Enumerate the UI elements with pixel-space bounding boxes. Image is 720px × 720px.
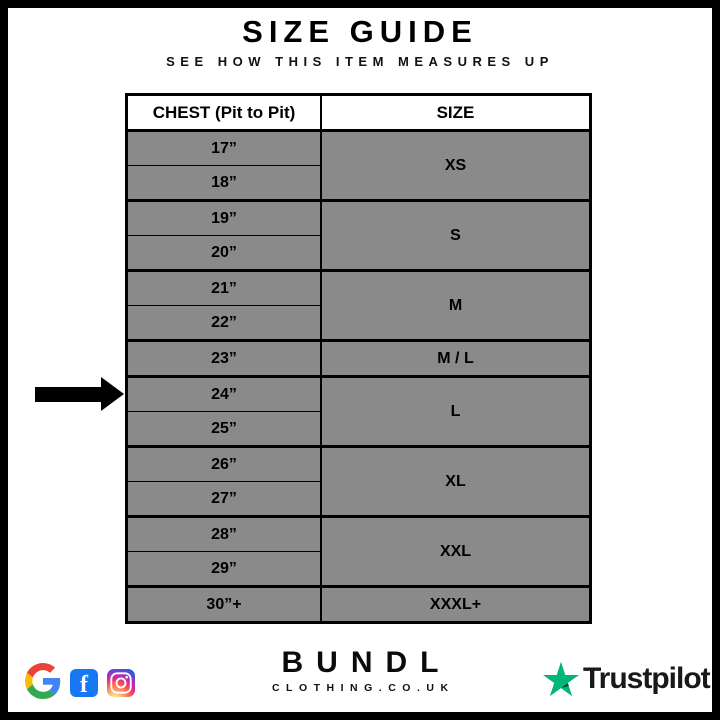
chest-cell: 17” bbox=[127, 131, 322, 166]
size-cell: XL bbox=[321, 447, 591, 517]
size-table-row bbox=[127, 201, 591, 236]
chest-cell: 25” bbox=[127, 412, 322, 447]
page-subtitle: SEE HOW THIS ITEM MEASURES UP bbox=[166, 54, 554, 69]
chest-cell: 23” bbox=[127, 341, 322, 377]
chest-cell: 24” bbox=[127, 377, 322, 412]
chest-cell: 27” bbox=[127, 482, 322, 517]
size-table-row bbox=[127, 447, 591, 482]
size-cell: M bbox=[321, 271, 591, 341]
arrow-head bbox=[101, 377, 124, 411]
current-size-arrow-icon bbox=[35, 377, 124, 411]
column-header-chest: CHEST (Pit to Pit) bbox=[127, 95, 322, 131]
page-title: SIZE GUIDE bbox=[242, 14, 478, 49]
chest-cell: 21” bbox=[127, 271, 322, 306]
chest-cell: 20” bbox=[127, 236, 322, 271]
size-cell: M / L bbox=[321, 341, 591, 377]
chest-cell: 26” bbox=[127, 447, 322, 482]
size-table-row bbox=[127, 587, 591, 623]
size-cell: XXL bbox=[321, 517, 591, 587]
size-table-row bbox=[127, 341, 591, 377]
trustpilot-label: Trustpilot bbox=[583, 662, 710, 695]
brand-name: BUNDL bbox=[281, 646, 452, 679]
size-cell: S bbox=[321, 201, 591, 271]
trustpilot-logo bbox=[543, 661, 710, 697]
size-table-row bbox=[127, 377, 591, 412]
column-header-size: SIZE bbox=[321, 95, 591, 131]
chest-cell: 29” bbox=[127, 552, 322, 587]
trustpilot-star-icon bbox=[543, 661, 579, 697]
size-cell: XS bbox=[321, 131, 591, 201]
brand-domain: CLOTHING.CO.UK bbox=[271, 682, 455, 694]
size-cell: L bbox=[321, 377, 591, 447]
arrow-shaft bbox=[35, 387, 101, 402]
size-table-row bbox=[127, 517, 591, 552]
facebook-f-glyph: f bbox=[80, 671, 88, 697]
size-table bbox=[125, 93, 592, 624]
chest-cell: 18” bbox=[127, 166, 322, 201]
chest-cell: 28” bbox=[127, 517, 322, 552]
chest-cell: 22” bbox=[127, 306, 322, 341]
size-cell: XXXL+ bbox=[321, 587, 591, 623]
chest-cell: 30”+ bbox=[127, 587, 322, 623]
size-table-row bbox=[127, 131, 591, 166]
size-table-row bbox=[127, 271, 591, 306]
chest-cell: 19” bbox=[127, 201, 322, 236]
size-table-header-row bbox=[127, 95, 591, 131]
